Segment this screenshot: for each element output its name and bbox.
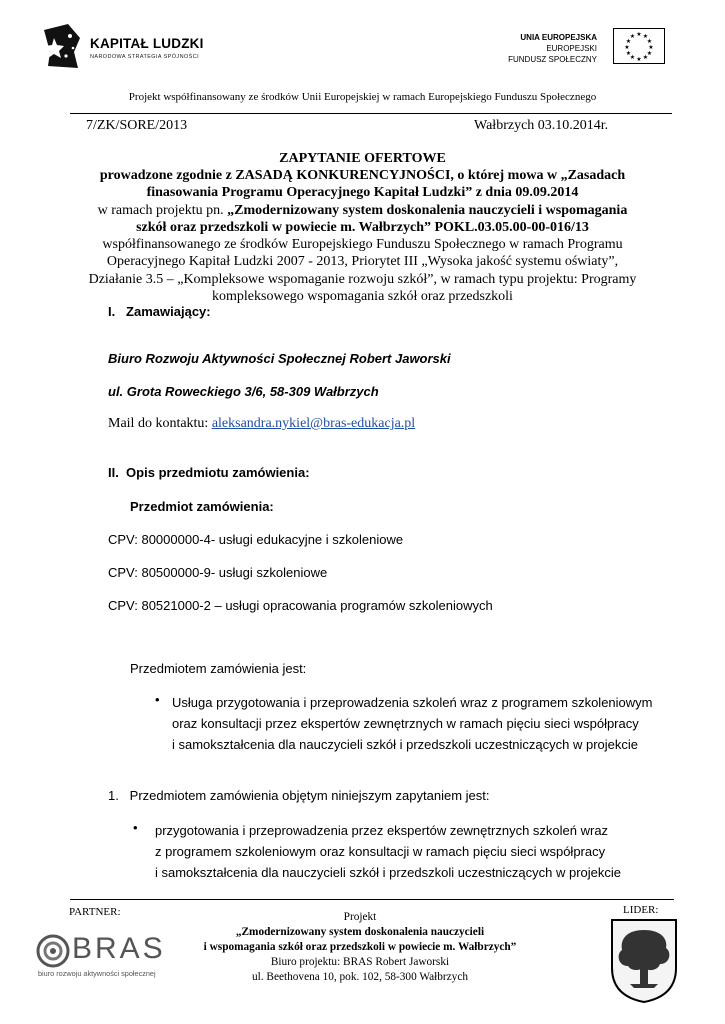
section-2-heading: II. Opis przedmiotu zamówienia:: [108, 465, 310, 480]
footer-project-info: [160, 910, 560, 985]
footer-office: Biuro projektu: BRAS Robert Jaworski: [270, 956, 450, 968]
svg-text:★: ★: [625, 50, 632, 57]
eu-label-line3: FUNDUSZ SPOŁECZNY: [508, 55, 597, 64]
reference-number: 7/ZK/SORE/2013: [86, 118, 188, 133]
intro-line-6: Operacyjnego Kapitał Ludzki 2007 - 2013, Priorytet III „Wysoka jakość systemu oświaty”,: [106, 254, 619, 270]
walbrzych-coat-of-arms: [608, 918, 680, 1004]
tree-emblem-icon: [608, 918, 680, 1004]
bullet-icon: •: [133, 820, 138, 835]
eu-label-line2: EUROPEJSKI: [546, 44, 597, 53]
section-1-heading: I. Zamawiający:: [108, 304, 211, 319]
svg-text:★: ★: [646, 50, 653, 57]
bras-emblem-icon: [36, 934, 70, 968]
svg-text:★: ★: [646, 38, 653, 45]
svg-text:★: ★: [629, 54, 636, 61]
cpv-item: CPV: 80000000-4- usługi edukacyjne i szkoleniowe: [108, 532, 404, 547]
svg-text:★: ★: [642, 33, 649, 40]
svg-text:★: ★: [625, 38, 632, 45]
bras-logo-text: BRAS: [72, 932, 166, 965]
bras-logo: [36, 932, 194, 980]
eu-label: [508, 32, 597, 65]
svg-text:★: ★: [636, 31, 642, 38]
contact-line: [108, 416, 415, 432]
lider-label: LIDER:: [623, 904, 659, 916]
numbered-item-1: 1. Przedmiotem zamówienia objętym niniejszym zapytaniem jest:: [108, 788, 490, 803]
footer-project-label: Projekt: [343, 911, 377, 923]
intro-block: [60, 167, 665, 305]
header-divider: [70, 113, 672, 114]
svg-text:★: ★: [629, 33, 636, 40]
kapital-ludzki-subtitle: NARODOWA STRATEGIA SPÓJNOŚCI: [90, 54, 199, 60]
place-date: Wałbrzych 03.10.2014r.: [474, 118, 609, 133]
footer-project-name-1: „Zmodernizowany system doskonalenia nauczycieli: [235, 926, 485, 938]
bullet-1-line: oraz konsultacji przez ekspertów zewnętrznych w ramach pięciu sieci współpracy: [172, 716, 639, 731]
svg-text:★: ★: [642, 54, 649, 61]
intro-line-5: współfinansowanego ze środków Europejskiego Funduszu Społecznego w ramach Programu: [102, 237, 623, 253]
bullet-2-line: i samokształcenia dla nauczycieli szkół i przedszkoli uczestniczących w projekcie: [155, 865, 622, 880]
eu-flag: [613, 28, 665, 64]
cpv-item: CPV: 80500000-9- usługi szkoleniowe: [108, 565, 328, 580]
eu-stars-icon: [614, 29, 664, 63]
kapital-ludzki-emblem-icon: [40, 22, 86, 72]
bullet-2-line: przygotowania i przeprowadzenia przez ekspertów zewnętrznych szkoleń wraz: [155, 823, 609, 838]
orderer-name: Biuro Rozwoju Aktywności Społecznej Robert Jaworski: [108, 351, 451, 366]
footer-office-address: ul. Beethovena 10, pok. 102, 58-300 Wałbrzych: [252, 971, 468, 983]
funding-note: Projekt współfinansowany ze środków Unii Europejskiej w ramach Europejskiego Funduszu Społecznego: [128, 91, 597, 103]
intro-line-2: finasowania Programu Operacyjnego Kapitał Ludzki” z dnia 09.09.2014: [146, 185, 579, 201]
footer-project-name-2: i wspomagania szkół oraz przedszkoli w powiecie m. Wałbrzych”: [203, 941, 517, 953]
document-title: ZAPYTANIE OFERTOWE: [279, 151, 446, 166]
bullet-1-line: i samokształcenia dla nauczycieli szkół i przedszkoli uczestniczących w projekcie: [172, 737, 639, 752]
eu-label-line1: UNIA EUROPEJSKA: [520, 33, 597, 42]
bras-tagline: biuro rozwoju aktywności społecznej: [38, 969, 156, 978]
orderer-address: ul. Grota Roweckiego 3/6, 58-309 Wałbrzych: [108, 384, 379, 399]
svg-text:★: ★: [624, 44, 630, 51]
intro-line-3-bold: „Zmodernizowany system doskonalenia nauczycieli i wspomagania: [227, 202, 628, 218]
subject-intro: Przedmiotem zamówienia jest:: [130, 661, 307, 676]
subject-subheading: Przedmiot zamówienia:: [130, 499, 274, 514]
intro-line-3: [60, 202, 665, 219]
bullet-1: [172, 692, 653, 755]
cpv-item: CPV: 80521000-2 – usługi opracowania programów szkoleniowych: [108, 598, 493, 613]
svg-text:★: ★: [648, 44, 654, 51]
intro-line-1: prowadzone zgodnie z ZASADĄ KONKURENCYJNOŚCI, o której mowa w „Zasadach: [99, 168, 626, 183]
footer-divider: [70, 899, 674, 900]
bullet-2: [155, 820, 621, 883]
bullet-icon: •: [155, 692, 160, 707]
intro-line-3-normal: w ramach projektu pn.: [97, 202, 228, 218]
mail-link[interactable]: aleksandra.nykiel@bras-edukacja.pl: [211, 416, 416, 431]
intro-line-8: kompleksowego wspomagania szkół oraz przedszkoli: [212, 289, 513, 305]
mail-label: Mail do kontaktu:: [108, 416, 209, 431]
bullet-1-line: Usługa przygotowania i przeprowadzenia szkoleń wraz z programem szkoleniowym: [172, 695, 653, 710]
svg-text:★: ★: [636, 56, 642, 63]
intro-line-4: szkół oraz przedszkoli w powiecie m. Wałbrzych” POKL.03.05.00-00-016/13: [136, 219, 589, 235]
bullet-2-line: z programem szkoleniowym oraz konsultacji w ramach pięciu sieci współpracy: [155, 844, 606, 859]
intro-line-7: Działanie 3.5 – „Kompleksowe wspomaganie rozwoju szkół”, w ramach typu projektu: Programy: [88, 271, 637, 287]
kapital-ludzki-title: KAPITAŁ LUDZKI: [90, 36, 204, 51]
partner-label: PARTNER:: [69, 906, 121, 918]
